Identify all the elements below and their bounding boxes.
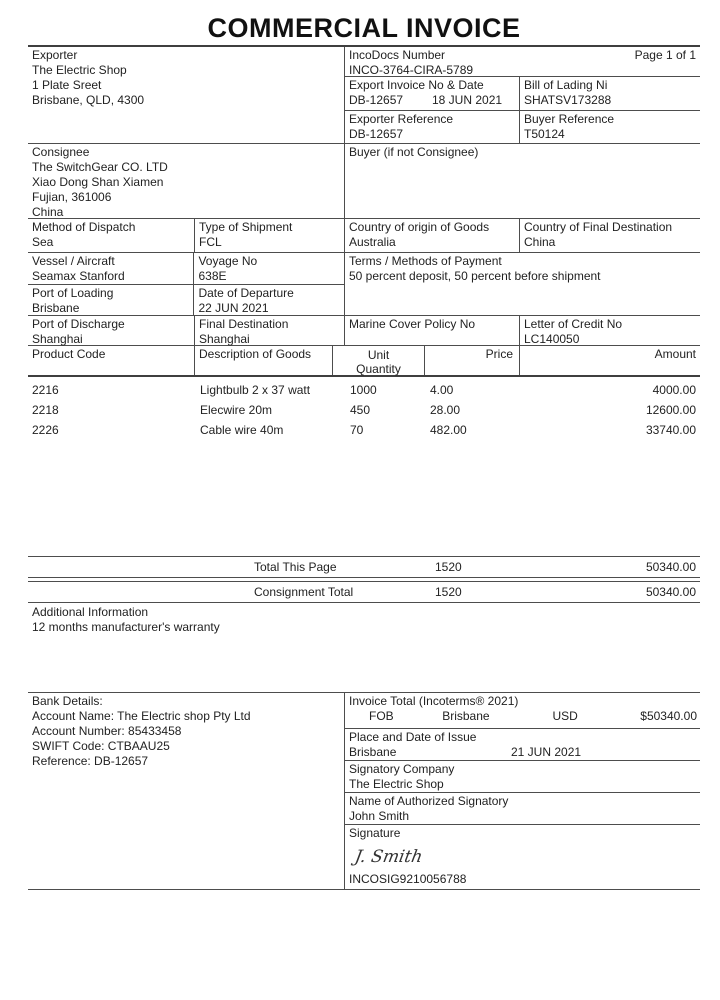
- type-of-shipment-cell: [195, 219, 345, 252]
- letter-of-credit-value: LC140050: [524, 332, 580, 346]
- voyage-value: 638E: [198, 269, 227, 283]
- letter-of-credit-label: Letter of Credit No: [524, 317, 623, 331]
- bill-of-lading-cell: [520, 77, 700, 110]
- product-quantity: 1000: [350, 383, 377, 397]
- product-description: Cable wire 40m: [200, 423, 284, 437]
- signature-label: Signature: [349, 826, 401, 840]
- departure-value: 22 JUN 2021: [198, 301, 269, 315]
- place-date-cell: [345, 729, 700, 761]
- table-row: [28, 383, 700, 403]
- country-origin-label: Country of origin of Goods: [349, 220, 490, 234]
- bank-swift-code: SWIFT Code: CTBAAU25: [32, 739, 170, 753]
- vessel-value: Seamax Stanford: [32, 269, 125, 283]
- voyage-label: Voyage No: [198, 254, 258, 268]
- product-amount: 12600.00: [645, 403, 696, 417]
- buyer-cell: [345, 144, 700, 218]
- consignee-label: Consignee: [32, 145, 90, 159]
- export-invoice-values: [349, 93, 519, 108]
- currency-value: USD: [552, 709, 578, 723]
- invoice-document: [28, 0, 700, 890]
- authorized-signatory-label: Name of Authorized Signatory: [349, 794, 509, 808]
- bank-account-name: Account Name: The Electric shop Pty Ltd: [32, 709, 251, 723]
- invoice-total-values: [349, 709, 700, 724]
- product-code: 2226: [32, 423, 59, 437]
- consignment-total-qty: 1520: [435, 584, 462, 599]
- consignee-section: [28, 143, 700, 218]
- discharge-section: [28, 315, 700, 345]
- consignee-address-line1: Xiao Dong Shan Xiamen: [32, 175, 164, 189]
- product-amount: 33740.00: [645, 423, 696, 437]
- invoice-total-label: Invoice Total (Incoterms® 2021): [349, 694, 519, 708]
- vessel-label: Vessel / Aircraft: [32, 254, 115, 268]
- letter-of-credit-cell: [520, 316, 700, 345]
- product-price: 28.00: [430, 403, 461, 417]
- exporter-name: The Electric Shop: [32, 63, 127, 77]
- product-amount: 4000.00: [652, 383, 696, 397]
- bank-details-cell: [28, 693, 345, 889]
- additional-information: [28, 605, 700, 637]
- consignee-name: The SwitchGear CO. LTD: [32, 160, 168, 174]
- page-indicator: Page 1 of 1: [634, 48, 696, 62]
- authorized-signatory-value: John Smith: [349, 809, 410, 823]
- column-unit-quantity-line2: Quantity: [356, 362, 401, 376]
- additional-information-value: 12 months manufacturer's warranty: [32, 620, 220, 634]
- port-of-discharge-label: Port of Discharge: [32, 317, 125, 331]
- terms-label: Terms / Methods of Payment: [349, 254, 502, 268]
- product-code: 2218: [32, 403, 59, 417]
- reference-column: [345, 47, 700, 143]
- product-rows: [28, 377, 700, 556]
- voyage-cell: [194, 253, 344, 284]
- method-of-dispatch-value: Sea: [32, 235, 54, 249]
- departure-label: Date of Departure: [198, 286, 294, 300]
- product-price: 482.00: [430, 423, 467, 437]
- country-destination-label: Country of Final Destination: [524, 220, 673, 234]
- consignment-total-amount: 50340.00: [645, 584, 696, 599]
- exporter-reference-label: Exporter Reference: [349, 112, 454, 126]
- signatory-company-cell: [345, 761, 700, 793]
- incoterm-value: FOB: [369, 709, 394, 723]
- footer-right-column: [345, 693, 700, 889]
- total-this-page-label: Total This Page: [254, 559, 337, 574]
- buyer-reference-value: T50124: [524, 127, 565, 141]
- place-of-issue: Brisbane: [349, 745, 397, 759]
- terms-cell: [345, 253, 700, 315]
- consignee-address-line2: Fujian, 361006: [32, 190, 112, 204]
- exporter-cell: [28, 47, 345, 143]
- document-title: COMMERCIAL INVOICE: [207, 13, 521, 43]
- blank-space: [28, 637, 700, 692]
- port-of-loading-cell: [28, 285, 194, 315]
- place-date-values: [349, 745, 700, 760]
- country-origin-value: Australia: [349, 235, 396, 249]
- bank-reference: Reference: DB-12657: [32, 754, 149, 768]
- final-destination-label: Final Destination: [199, 317, 289, 331]
- type-of-shipment-label: Type of Shipment: [199, 220, 293, 234]
- marine-cover-cell: [345, 316, 520, 345]
- column-description: Description of Goods: [195, 346, 333, 375]
- dispatch-section: [28, 218, 700, 252]
- buyer-reference-cell: [520, 111, 700, 143]
- references-row: [345, 111, 700, 143]
- authorized-signatory-cell: [345, 793, 700, 825]
- country-destination-value: China: [524, 235, 556, 249]
- loading-row: [28, 285, 344, 315]
- consignee-country: China: [32, 205, 64, 219]
- column-price: Price: [425, 346, 520, 375]
- product-quantity: 70: [350, 423, 364, 437]
- exporter-reference-value: DB-12657: [349, 127, 404, 141]
- place-date-label: Place and Date of Issue: [349, 730, 477, 744]
- exporter-reference-cell: [345, 111, 520, 143]
- final-destination-value: Shanghai: [199, 332, 250, 346]
- bill-of-lading-value: SHATSV173288: [524, 93, 612, 107]
- signature-id: INCOSIG9210056788: [349, 872, 467, 886]
- bill-of-lading-label: Bill of Lading Ni: [524, 78, 608, 92]
- product-quantity: 450: [350, 403, 371, 417]
- total-this-page-row: [28, 556, 700, 578]
- product-price: 4.00: [430, 383, 454, 397]
- table-row: [28, 423, 700, 443]
- export-invoice-no: DB-12657: [349, 93, 404, 107]
- vessel-cell: [28, 253, 194, 284]
- exporter-label: Exporter: [32, 48, 78, 62]
- column-product-code: Product Code: [28, 346, 195, 375]
- exporter-address-line2: Brisbane, QLD, 4300: [32, 93, 145, 107]
- footer-section: [28, 692, 700, 890]
- port-of-loading-label: Port of Loading: [32, 286, 114, 300]
- port-of-loading-value: Brisbane: [32, 301, 80, 315]
- product-code: 2216: [32, 383, 59, 397]
- signature-cell: [345, 825, 700, 889]
- signature-handwriting: J. Smith: [353, 847, 425, 867]
- terms-value: 50 percent deposit, 50 percent before shipment: [349, 269, 601, 283]
- consignee-cell: [28, 144, 345, 218]
- date-of-issue: 21 JUN 2021: [511, 745, 582, 759]
- additional-information-label: Additional Information: [32, 605, 149, 619]
- country-destination-cell: [520, 219, 700, 252]
- incodocs-number-label: IncoDocs Number: [349, 48, 446, 62]
- exporter-address-line1: 1 Plate Sreet: [32, 78, 102, 92]
- consignment-total-row: [28, 581, 700, 603]
- column-unit-quantity: [333, 346, 425, 375]
- invoice-total-cell: [345, 693, 700, 729]
- export-invoice-cell: [345, 77, 520, 110]
- type-of-shipment-value: FCL: [199, 235, 222, 249]
- invoice-total-amount: $50340.00: [640, 709, 697, 723]
- incoterm-place: Brisbane: [442, 709, 490, 723]
- port-of-discharge-cell: [28, 316, 195, 345]
- buyer-reference-label: Buyer Reference: [524, 112, 615, 126]
- marine-cover-label: Marine Cover Policy No: [349, 317, 476, 331]
- total-this-page-amount: 50340.00: [645, 559, 696, 574]
- total-this-page-qty: 1520: [435, 559, 462, 574]
- incodocs-row: [345, 47, 700, 77]
- incodocs-number-value: INCO-3764-CIRA-5789: [349, 63, 474, 77]
- product-description: Elecwire 20m: [200, 403, 273, 417]
- buyer-label: Buyer (if not Consignee): [349, 145, 479, 159]
- exporter-section: [28, 45, 700, 143]
- table-row: [28, 403, 700, 423]
- port-of-discharge-value: Shanghai: [32, 332, 83, 346]
- signatory-company-label: Signatory Company: [349, 762, 455, 776]
- column-unit-quantity-line1: Unit: [367, 348, 390, 362]
- final-destination-cell: [195, 316, 345, 345]
- signatory-company-value: The Electric Shop: [349, 777, 444, 791]
- method-of-dispatch-label: Method of Dispatch: [32, 220, 136, 234]
- invoice-no-row: [345, 77, 700, 111]
- product-table-header: [28, 345, 700, 377]
- country-origin-cell: [345, 219, 520, 252]
- consignment-total-label: Consignment Total: [254, 584, 354, 599]
- vessel-section: [28, 252, 700, 315]
- vessel-row: [28, 253, 344, 285]
- bank-account-number: Account Number: 85433458: [32, 724, 182, 738]
- method-of-dispatch-cell: [28, 219, 195, 252]
- incodocs-cell: [345, 47, 473, 76]
- departure-cell: [194, 285, 344, 315]
- export-invoice-label: Export Invoice No & Date: [349, 78, 484, 92]
- export-invoice-date: 18 JUN 2021: [432, 93, 503, 107]
- bank-details-label: Bank Details:: [32, 694, 103, 708]
- vessel-column: [28, 253, 345, 315]
- product-description: Lightbulb 2 x 37 watt: [200, 383, 311, 397]
- column-amount: Amount: [654, 347, 696, 361]
